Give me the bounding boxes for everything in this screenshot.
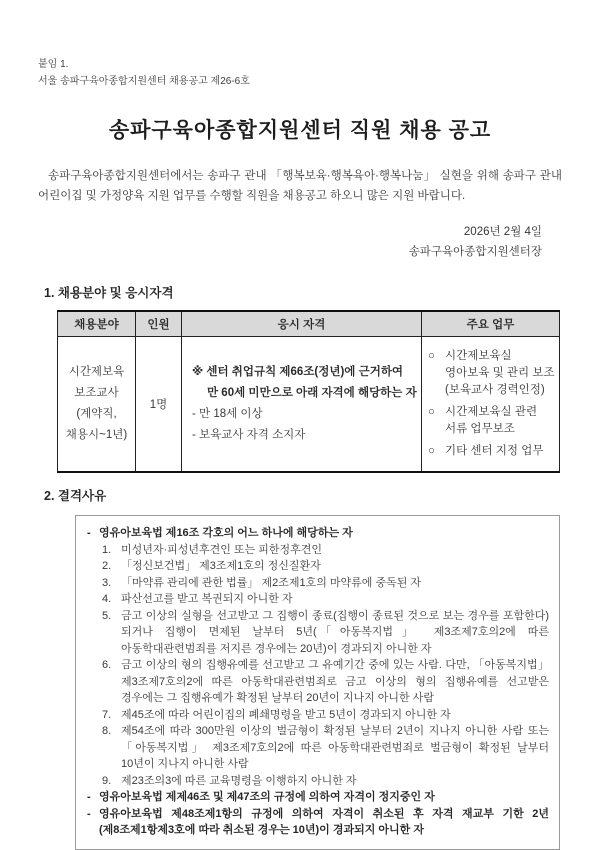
circle-bullet: ○ xyxy=(428,406,435,418)
list-item xyxy=(102,707,549,724)
circle-bullet: ○ xyxy=(428,445,435,457)
item-text: 파산선고를 받고 복권되지 아니한 자 xyxy=(121,593,293,605)
item-number: 4. xyxy=(102,593,112,605)
disqualification-tail-text: 영유아보육법 제제46조 및 제47조의 규정에 의하여 자격이 정지중인 자 xyxy=(99,791,435,803)
disqualification-tail xyxy=(87,789,549,806)
field-line: 채용시~1년) xyxy=(65,429,128,441)
duty-text: 시간제보육실 영아보육 및 관리 보조 (보육교사 경력인정) xyxy=(445,350,555,396)
table-row xyxy=(58,337,560,473)
field-line: 보조교사 xyxy=(74,387,119,399)
disqualification-lead-text: 영유아보육법 제16조 각호의 어느 하나에 해당하는 자 xyxy=(99,527,353,539)
dash-marker: - xyxy=(87,791,91,803)
disqualification-lead xyxy=(87,525,549,542)
dash-marker: - xyxy=(87,527,91,539)
list-item xyxy=(102,575,549,592)
recruitment-table xyxy=(57,310,560,473)
doc-number: 서울 송파구육아종합지원센터 채용공고 제26-6호 xyxy=(38,76,250,87)
item-number: 5. xyxy=(102,609,112,622)
disqualification-tail xyxy=(87,806,549,839)
duty-item xyxy=(428,348,556,399)
list-item xyxy=(102,773,549,790)
list-item xyxy=(102,723,549,773)
item-number: 3. xyxy=(102,576,112,589)
item-number: 8. xyxy=(102,725,112,737)
item-text: 「마약류 관리에 관한 법률」 제2조제1호의 마약류에 중독된 자 xyxy=(121,576,422,589)
duties-cell xyxy=(422,337,560,473)
table-header-row xyxy=(58,311,560,337)
column-header-headcount: 인원 xyxy=(136,311,182,337)
intro-paragraph: 송파구육아종합지원센터에서는 송파구 관내 「행복보육·행복육아·행복나눔」 실현을 위해 송파구 관내 어린이집 및 가정양육 지원 업무를 수행할 직원을 채용공고 하오니 많은 지원 바랍니다. xyxy=(38,170,562,202)
section-1-heading: 1. 채용분야 및 응시자격 xyxy=(44,286,174,300)
duty-text: 시간제보육실 관련 서류 업무보조 xyxy=(445,406,538,435)
disqualification-box xyxy=(75,515,560,850)
field-line: 시간제보육 xyxy=(68,366,125,378)
item-number: 6. xyxy=(102,659,112,671)
dash-marker: - xyxy=(87,807,91,820)
item-text: 금고 이상의 실형을 선고받고 그 집행이 종료(집행이 종료된 것으로 보는 경우를 포함한다)되거나 집행이 면제된 날부터 5년(「아동복지법」 제3조제7호의2에 따른 아동학대관련범죄를 저지른 경우에는 20년)이 경과되지 아니한 자 xyxy=(121,609,549,655)
section-2-heading: 2. 결격사유 xyxy=(44,489,107,503)
qualification-note-line1: ※ 센터 취업규칙 제66조(정년)에 근거하여 xyxy=(192,366,404,378)
list-item xyxy=(102,657,549,707)
item-text: 「정신보건법」 제3조제1호의 정신질환자 xyxy=(121,560,321,572)
duty-text: 기타 센터 지정 업무 xyxy=(445,445,544,457)
column-header-duties: 주요 업무 xyxy=(422,311,560,337)
qualification-item: - 보육교사 자격 소지자 xyxy=(192,429,306,441)
signer-title: 송파구육아종합지원센터장 xyxy=(408,246,542,258)
item-text: 미성년자·피성년후견인 또는 피한정후견인 xyxy=(121,543,323,556)
page-title: 송파구육아종합지원센터 직원 채용 공고 xyxy=(108,119,492,142)
column-header-qualification: 응시 자격 xyxy=(182,311,422,337)
field-cell xyxy=(58,337,136,473)
attachment-label: 붙임 1. xyxy=(38,59,69,70)
disqualification-tail-text: 영유아보육법 제48조제1항의 규정에 의하여 자격이 취소된 후 자격 재교부 기한 2년(제8조제1항제3호에 따라 취소된 경우는 10년)이 경과되지 아니한 자 xyxy=(99,807,549,836)
item-number: 7. xyxy=(102,708,112,721)
item-text: 제45조에 따라 어린이집의 폐쇄명령을 받고 5년이 경과되지 아니한 자 xyxy=(121,708,451,721)
item-text: 제54조에 따라 300만원 이상의 벌금형이 확정된 날부터 2년이 지나지 아니한 사람 또는 「아동복지법」 제3조제7호의2에 따른 아동학대관련범죄로 벌금형이 확정된 날부터 10년이 지나지 아니한 사람 xyxy=(121,725,549,770)
item-text: 제23조의3에 따른 교육명령을 이행하지 아니한 자 xyxy=(121,774,357,787)
headcount-cell: 1명 xyxy=(136,337,182,473)
list-item xyxy=(102,591,549,608)
qualification-cell xyxy=(182,337,422,473)
item-number: 1. xyxy=(102,543,112,556)
item-text: 금고 이상의 형의 집행유예를 선고받고 그 유예기간 중에 있는 사람. 다만, 「아동복지법」 제3조제7호의2에 따른 아동학대관련범죄로 금고 이상의 형의 집행유예를 선고받은 경우에는 그 집행유예가 확정된 날부터 20년이 지나지 아니한 사람 xyxy=(121,659,549,704)
date-signature-block xyxy=(38,222,542,262)
announcement-date: 2026년 2월 4일 xyxy=(463,226,542,238)
qualification-item: - 만 18세 이상 xyxy=(192,408,263,420)
item-number: 2. xyxy=(102,560,112,572)
duty-item xyxy=(428,443,556,460)
list-item xyxy=(102,558,549,575)
list-item xyxy=(102,608,549,658)
field-line: (계약직, xyxy=(76,408,117,420)
duty-item xyxy=(428,404,556,438)
item-number: 9. xyxy=(102,774,112,787)
circle-bullet: ○ xyxy=(428,350,435,362)
column-header-field: 채용분야 xyxy=(58,311,136,337)
qualification-note-line2: 만 60세 미만으로 아래 자격에 해당하는 자 xyxy=(207,387,417,399)
list-item xyxy=(102,542,549,559)
